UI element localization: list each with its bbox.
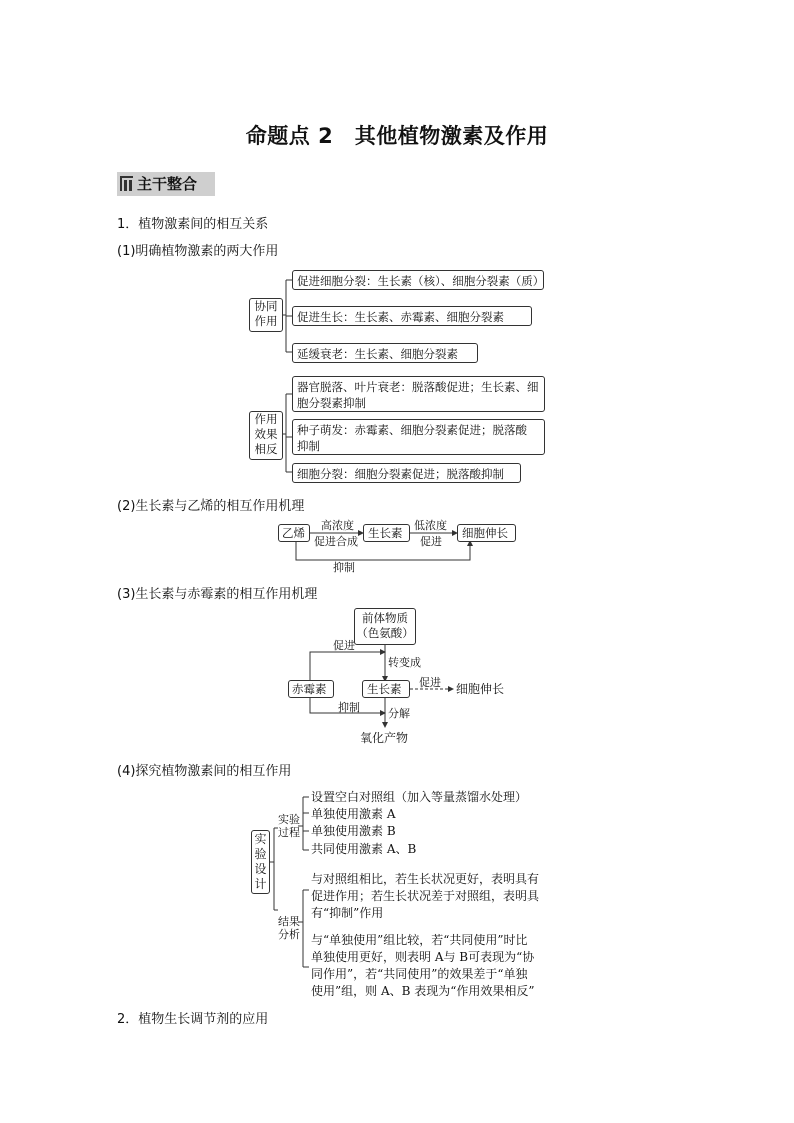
oppose-item: 种子萌发：赤霉素、细胞分裂素促进；脱落酸 抑制 [292, 419, 545, 455]
process-item: 共同使用激素 A、B [311, 842, 417, 856]
label-low-conc: 低浓度 [414, 519, 447, 532]
elongation-node: 细胞伸长 [457, 524, 516, 542]
process-item: 单独使用激素 A [311, 807, 396, 821]
oppose-label: 作用 效果 相反 [249, 411, 283, 460]
process-item: 单独使用激素 B [311, 824, 396, 838]
section-heading-2: 2．植物生长调节剂的应用 [117, 1012, 269, 1027]
page-title: 命题点 2 其他植物激素及作用 [245, 124, 549, 148]
label-convert: 转变成 [388, 656, 421, 669]
synergy-label: 协同 作用 [249, 298, 283, 332]
badge-label: 主干整合 [137, 175, 198, 193]
label-inhibit: 抑制 [338, 701, 360, 714]
analysis-result-2: 与“单独使用”组比较，若“共同使用”时比 单独使用更好，则表明 A与 B可表现为“协 同作用”，若“共同使用”的效果差于“单独 使用”组，则 A、B 表现为“作用效果相反” [311, 933, 535, 998]
synergy-item: 促进细胞分裂：生长素（核）、细胞分裂素（质） [292, 270, 544, 290]
oxidation-text: 氧化产物 [360, 731, 409, 745]
precursor-node: 前体物质 （色氨酸） [354, 608, 416, 645]
label-decompose: 分解 [388, 707, 410, 720]
label-inhibit: 抑制 [333, 561, 355, 574]
section-heading-1: 1．植物激素间的相互关系 [117, 217, 269, 232]
elongation-text: 细胞伸长 [456, 682, 505, 696]
subsection-heading-1: (1)明确植物激素的两大作用 [117, 244, 279, 259]
process-item: 设置空白对照组（加入等量蒸馏水处理） [311, 790, 528, 804]
subsection-heading-3: (3)生长素与赤霉素的相互作用机理 [117, 587, 318, 602]
process-label: 实验 过程 [278, 813, 300, 839]
oppose-item: 器官脱落、叶片衰老：脱落酸促进；生长素、细 胞分裂素抑制 [292, 376, 545, 412]
label-promote-synthesis: 促进合成 [314, 535, 358, 548]
label-promote: 促进 [420, 535, 442, 548]
subsection-heading-4: (4)探究植物激素间的相互作用 [117, 764, 292, 779]
gibberellin-node: 赤霉素 [288, 680, 334, 698]
subsection-heading-2: (2)生长素与乙烯的相互作用机理 [117, 499, 305, 514]
label-high-conc: 高浓度 [321, 519, 354, 532]
oppose-item: 细胞分裂：细胞分裂素促进；脱落酸抑制 [292, 463, 521, 483]
analysis-label: 结果 分析 [278, 915, 300, 941]
label-promote: 促进 [333, 639, 355, 652]
synergy-item: 延缓衰老：生长素、细胞分裂素 [292, 343, 478, 363]
synergy-item: 促进生长：生长素、赤霉素、细胞分裂素 [292, 306, 532, 326]
auxin-node: 生长素 [362, 680, 410, 698]
label-promote: 促进 [419, 676, 441, 689]
auxin-node: 生长素 [363, 524, 410, 542]
experiment-design-label: 实 验 设 计 [251, 830, 270, 894]
analysis-result-1: 与对照组相比，若生长状况更好，表明具有 促进作用；若生长状况差于对照组，表明具 有“抑制”作用 [311, 872, 540, 920]
ethylene-node: 乙烯 [278, 524, 310, 542]
